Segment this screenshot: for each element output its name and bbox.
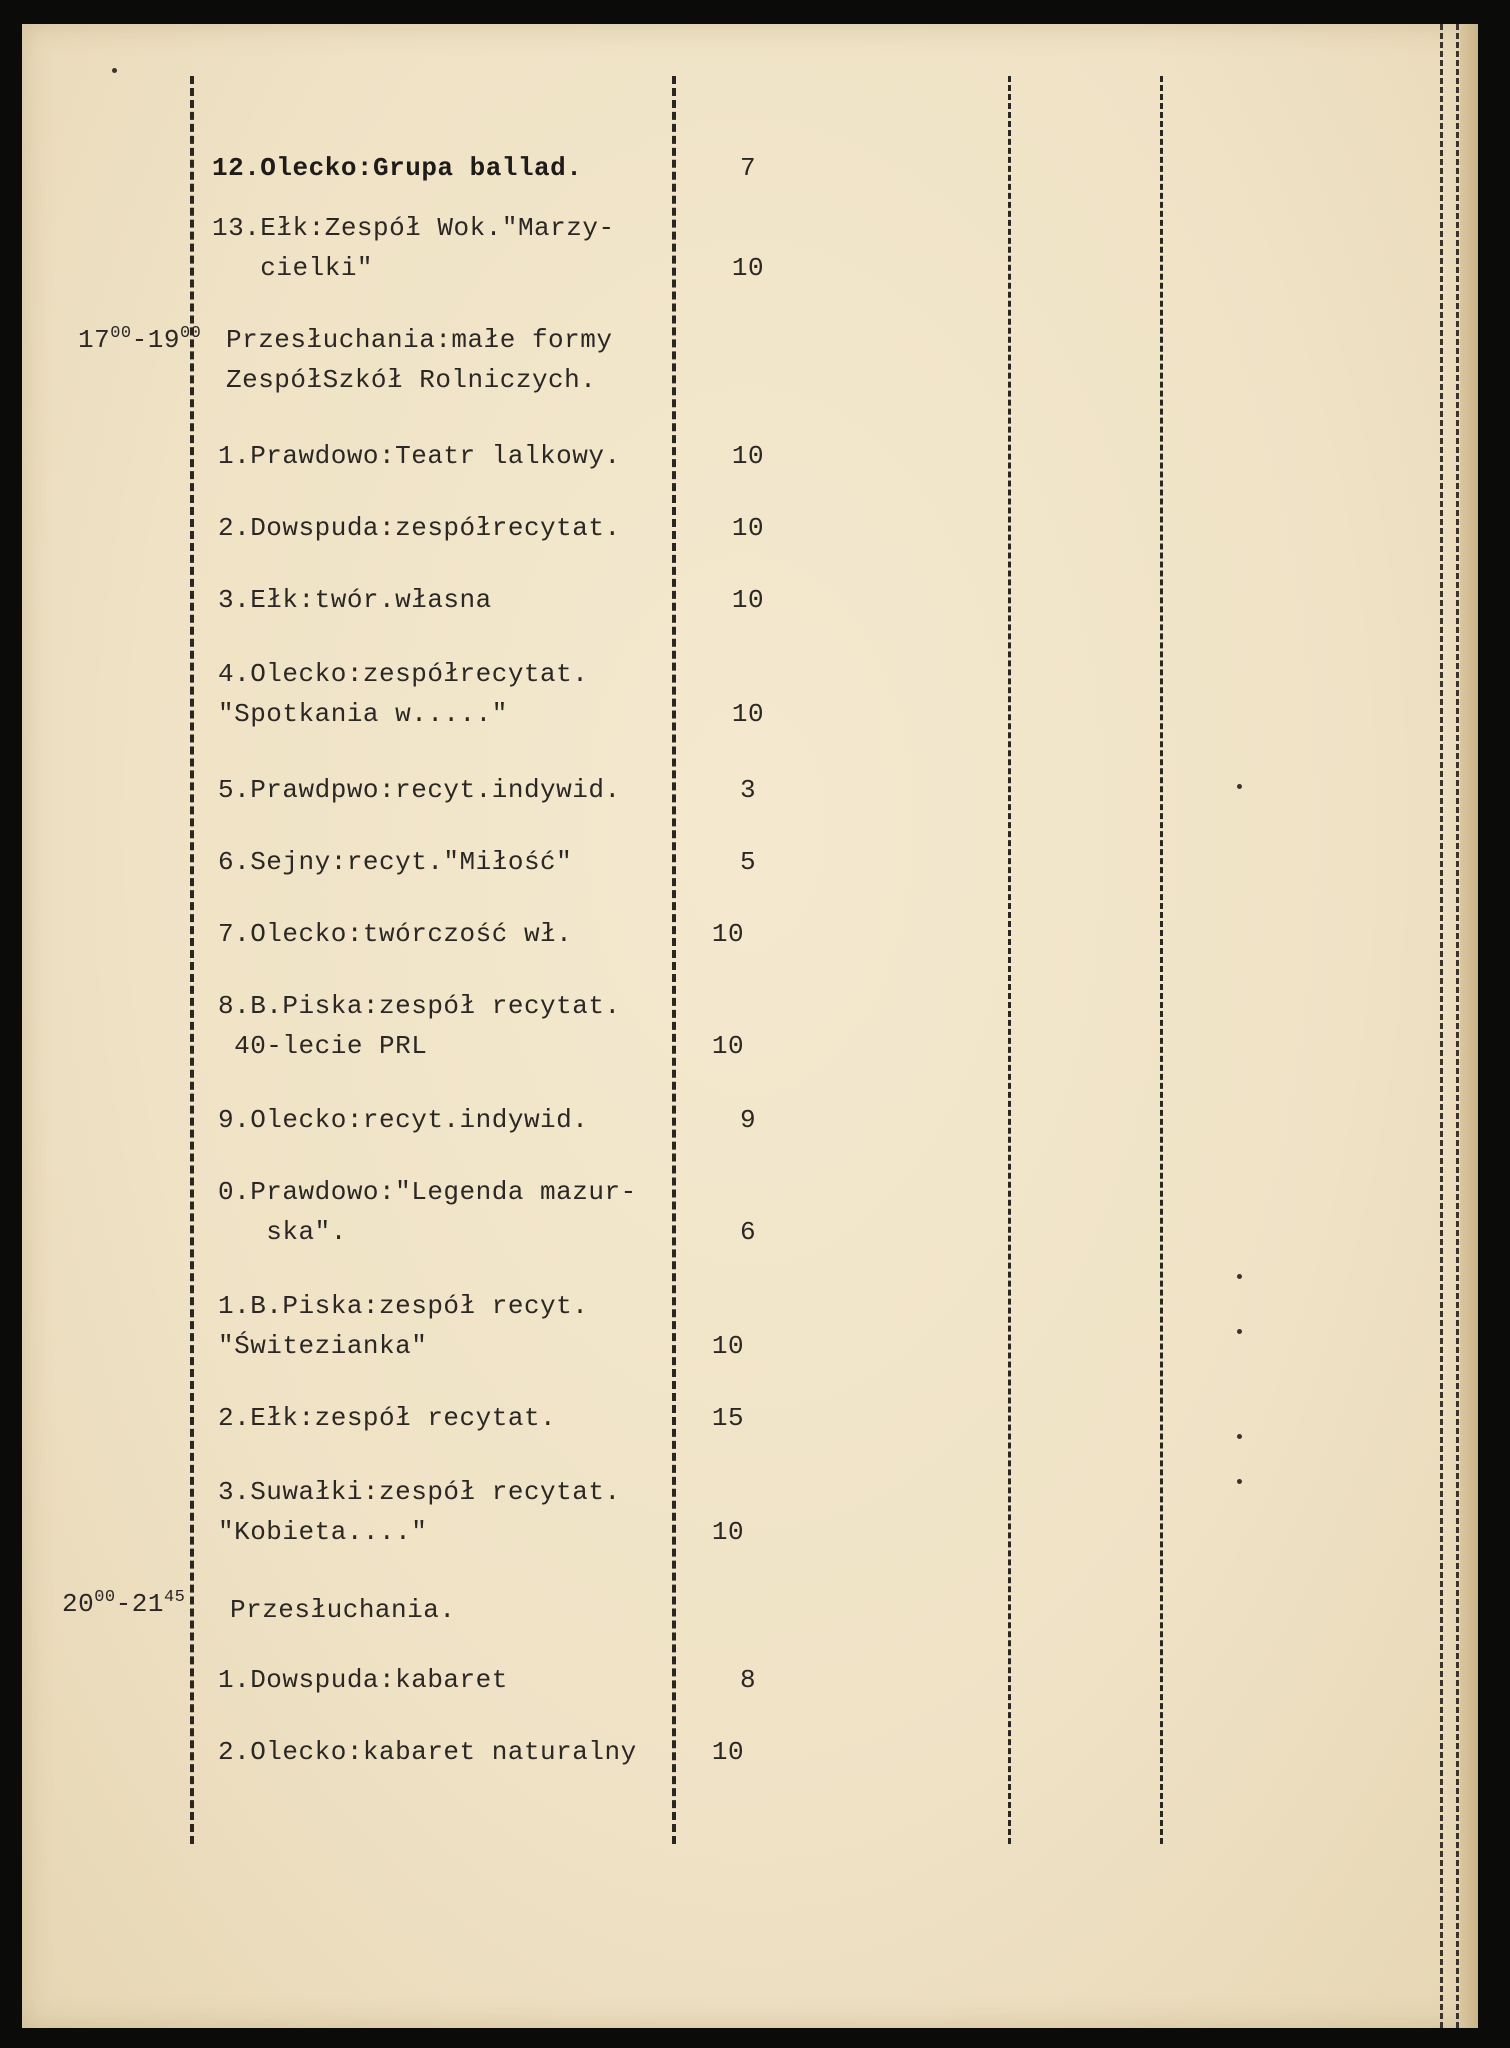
entry-value: 10: [731, 253, 765, 283]
binding-dashes-right: [1440, 24, 1443, 2028]
entry-value: 10: [711, 1331, 745, 1361]
entry-11-b-piska: 1.B.Piska:zespół recyt. "Świtezianka": [218, 1291, 589, 1361]
entry-value: 10: [711, 919, 745, 949]
entry-5-prawdpwo: 5.Prawdpwo:recyt.indywid.: [218, 775, 621, 805]
binding-dashes-edge: [1456, 24, 1459, 2028]
entry-2-olecko: 2.Olecko:kabaret naturalny: [218, 1737, 637, 1767]
entry-4-olecko: 4.Olecko:zespółrecytat. "Spotkania w.....": [218, 659, 589, 729]
entry-1-prawdowo: 1.Prawdowo:Teatr lalkowy.: [218, 441, 621, 471]
paper-speck: [1237, 1479, 1242, 1484]
entry-2-dowspuda: 2.Dowspuda:zespółrecytat.: [218, 513, 621, 543]
paper-speck: [112, 68, 117, 73]
paper-speck: [1237, 1329, 1242, 1334]
sheet-edge: [1460, 24, 1478, 2028]
entry-8-b-piska: 8.B.Piska:zespół recytat. 40-lecie PRL: [218, 991, 621, 1061]
entry-value: 10: [731, 441, 765, 471]
entry-value: 10: [731, 699, 765, 729]
entry-3-elk: 3.Ełk:twór.własna: [218, 585, 492, 615]
entry-12-olecko: 12.Olecko:Grupa ballad.: [212, 153, 583, 183]
section-heading-small-forms: Przesłuchania:małe formy ZespółSzkół Rolniczych.: [226, 325, 613, 395]
entry-6-sejny: 6.Sejny:recyt."Miłość": [218, 847, 573, 877]
entry-value: 8: [739, 1665, 757, 1695]
entry-value: 10: [711, 1517, 745, 1547]
time-slot-evening: $20^{00}-21^{45}$: [62, 1588, 186, 1619]
entry-7-olecko: 7.Olecko:twórczość wł.: [218, 919, 573, 949]
entry-1-dowspuda: 1.Dowspuda:kabaret: [218, 1665, 508, 1695]
entry-10-prawdowo: 0.Prawdowo:"Legenda mazur- ska".: [218, 1177, 637, 1247]
typewritten-sheet: [22, 24, 1478, 2028]
entry-value: 10: [731, 513, 765, 543]
entry-12-elk: 2.Ełk:zespół recytat.: [218, 1403, 557, 1433]
entry-value: 10: [731, 585, 765, 615]
entry-value: 3: [739, 775, 757, 805]
entry-13-elk: 13.Ełk:Zespół Wok."Marzy- cielki": [212, 213, 615, 283]
time-slot-afternoon: $17^{00}-19^{00}$: [78, 324, 202, 355]
paper-speck: [1237, 1434, 1242, 1439]
column-rule-middle: [672, 76, 676, 1844]
paper-speck: [1237, 1274, 1242, 1279]
entry-13-suwalki: 3.Suwałki:zespół recytat. "Kobieta....": [218, 1477, 621, 1547]
entry-value: 5: [739, 847, 757, 877]
paper-speck: [1237, 784, 1242, 789]
entry-value: 15: [711, 1403, 745, 1433]
entry-value: 10: [711, 1031, 745, 1061]
entry-9-olecko: 9.Olecko:recyt.indywid.: [218, 1105, 589, 1135]
entry-value: 10: [711, 1737, 745, 1767]
column-rule-third: [1008, 76, 1011, 1844]
column-rule-fourth: [1160, 76, 1163, 1844]
entry-value: 7: [739, 153, 757, 183]
section-heading-auditions: Przesłuchania.: [230, 1595, 456, 1625]
entry-value: 6: [739, 1217, 757, 1247]
entry-value: 9: [739, 1105, 757, 1135]
